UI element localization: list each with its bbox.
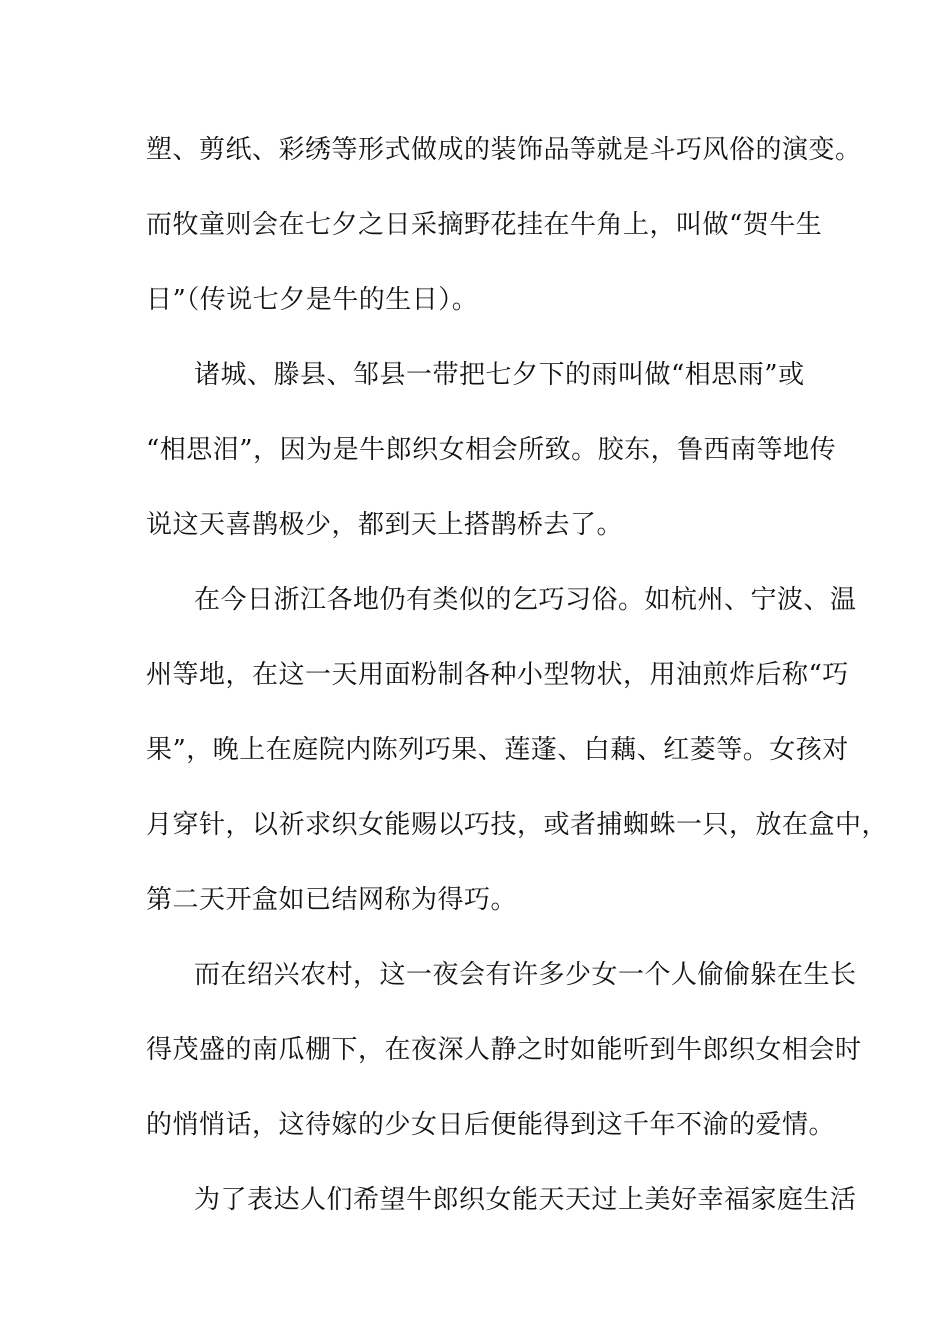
text-line: 州等地，在这一天用面粉制各种小型物状，用油煎炸后称“巧 — [146, 660, 849, 690]
text-line: 而牧童则会在七夕之日采摘野花挂在牛角上，叫做“贺牛生 — [146, 210, 823, 240]
text-line: 第二天开盒如已结网称为得巧。 — [146, 885, 518, 915]
text-line: “相思泪”，因为是牛郎织女相会所致。胶东，鲁西南等地传 — [146, 435, 837, 465]
paragraph-first-line: 而在绍兴农村，这一夜会有许多少女一个人偷偷躲在生长 — [194, 960, 857, 990]
text-line: 的悄悄话，这待嫁的少女日后便能得到这千年不渝的爱情。 — [146, 1110, 836, 1140]
text-line: 果”，晚上在庭院内陈列巧果、莲蓬、白藕、红菱等。女孩对 — [146, 735, 849, 765]
text-line: 塑、剪纸、彩绣等形式做成的装饰品等就是斗巧风俗的演变。 — [146, 135, 862, 165]
text-line: 得茂盛的南瓜棚下，在夜深人静之时如能听到牛郎织女相会时 — [146, 1035, 862, 1065]
paragraph-first-line: 在今日浙江各地仍有类似的乞巧习俗。如杭州、宁波、温 — [194, 585, 857, 615]
text-line: 日”（传说七夕是牛的生日）。 — [146, 285, 479, 315]
paragraph-first-line: 诸城、滕县、邹县一带把七夕下的雨叫做“相思雨”或 — [194, 360, 805, 390]
paragraph-first-line: 为了表达人们希望牛郎织女能天天过上美好幸福家庭生活 — [194, 1185, 857, 1215]
text-line: 月穿针，以祈求织女能赐以巧技，或者捕蜘蛛一只，放在盒中， — [146, 810, 889, 840]
text-line: 说这天喜鹊极少，都到天上搭鹊桥去了。 — [146, 510, 624, 540]
